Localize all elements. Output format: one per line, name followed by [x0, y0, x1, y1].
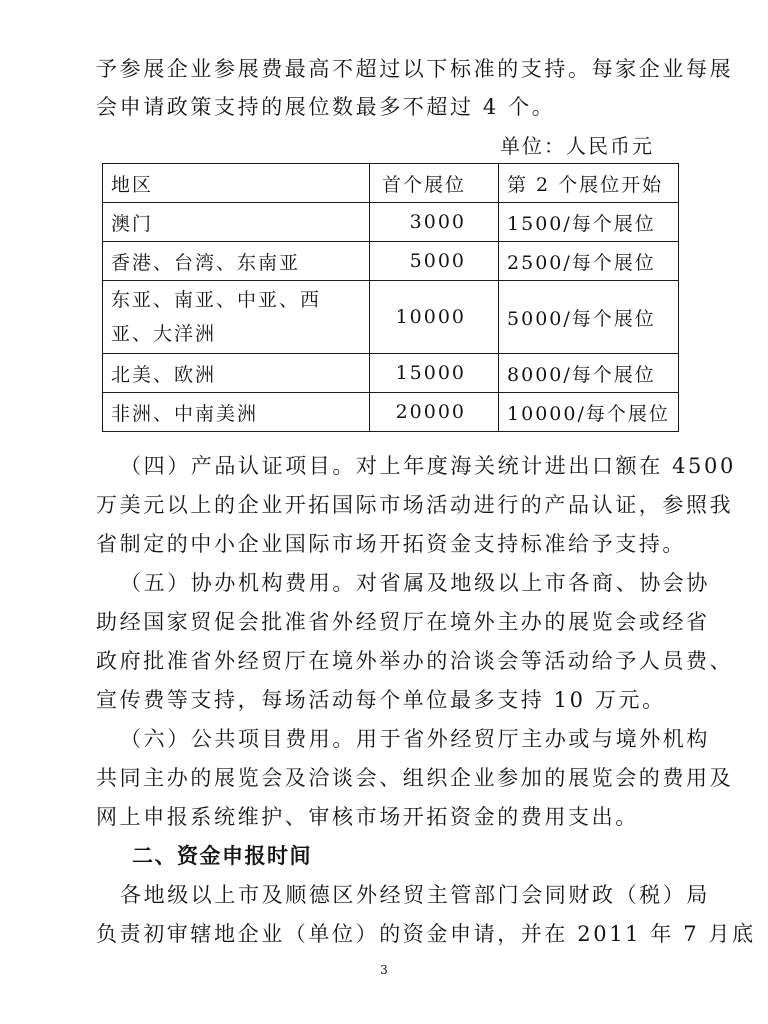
table-row — [103, 281, 679, 354]
intro-line-1: 予参展企业参展费最高不超过以下标准的支持。每家企业每展 — [96, 57, 734, 81]
region-cell: 香港、台湾、东南亚 — [103, 242, 370, 281]
region-cell: 北美、欧洲 — [103, 354, 370, 393]
section-6-line-2: 共同主办的展览会及洽谈会、组织企业参加的展览会的费用及 — [96, 766, 734, 790]
table-row — [103, 354, 679, 393]
second-booth-cell: 2500/每个展位 — [499, 242, 679, 281]
section-5-line-4: 宣传费等支持，每场活动每个单位最多支持 10 万元。 — [96, 688, 666, 712]
region-cell-text: 东亚、南亚、中亚、西亚、大洋洲 — [111, 289, 322, 345]
intro-line-2: 会申请政策支持的展位数最多不超过 4 个。 — [96, 95, 556, 119]
first-booth-cell: 10000 — [370, 281, 499, 354]
header-first-booth: 首个展位 — [370, 164, 499, 203]
section-heading: 二、资金申报时间 — [132, 844, 312, 868]
section-2-line-1: 各地级以上市及顺德区外经贸主管部门会同财政（税）局 — [120, 883, 710, 907]
section-4-line-1: （四）产品认证项目。对上年度海关统计进出口额在 4500 — [120, 454, 736, 478]
table-row — [103, 203, 679, 242]
unit-label: 单位：人民币元 — [500, 134, 654, 158]
region-cell — [103, 281, 370, 354]
second-booth-cell: 10000/每个展位 — [499, 393, 679, 432]
table-row — [103, 242, 679, 281]
header-region: 地区 — [103, 164, 370, 203]
section-6-line-1: （六）公共项目费用。用于省外经贸厅主办或与境外机构 — [120, 727, 710, 751]
first-booth-cell: 5000 — [370, 242, 499, 281]
first-booth-cell: 15000 — [370, 354, 499, 393]
section-4-line-2: 万美元以上的企业开拓国际市场活动进行的产品认证，参照我 — [96, 493, 734, 517]
section-5-line-1: （五）协办机构费用。对省属及地级以上市各商、协会协 — [120, 571, 710, 595]
section-6-line-3: 网上申报系统维护、审核市场开拓资金的费用支出。 — [96, 805, 639, 829]
section-4-line-3: 省制定的中小企业国际市场开拓资金支持标准给予支持。 — [96, 532, 686, 556]
section-5-line-3: 政府批准省外经贸厅在境外举办的洽谈会等活动给予人员费、 — [96, 649, 734, 673]
first-booth-cell: 3000 — [370, 203, 499, 242]
first-booth-cell: 20000 — [370, 393, 499, 432]
table-row — [103, 393, 679, 432]
page-number: 3 — [380, 963, 388, 977]
region-cell: 非洲、中南美洲 — [103, 393, 370, 432]
table-header-row — [103, 164, 679, 203]
second-booth-cell: 1500/每个展位 — [499, 203, 679, 242]
section-2-line-2: 负责初审辖地企业（单位）的资金申请，并在 2011 年 7 月底 — [96, 922, 756, 946]
section-5-line-2: 助经国家贸促会批准省外经贸厅在境外主办的展览会或经省 — [96, 610, 710, 634]
header-second-booth: 第 2 个展位开始 — [499, 164, 679, 203]
second-booth-cell: 8000/每个展位 — [499, 354, 679, 393]
booth-subsidy-table — [102, 163, 679, 432]
second-booth-cell: 5000/每个展位 — [499, 281, 679, 354]
region-cell: 澳门 — [103, 203, 370, 242]
